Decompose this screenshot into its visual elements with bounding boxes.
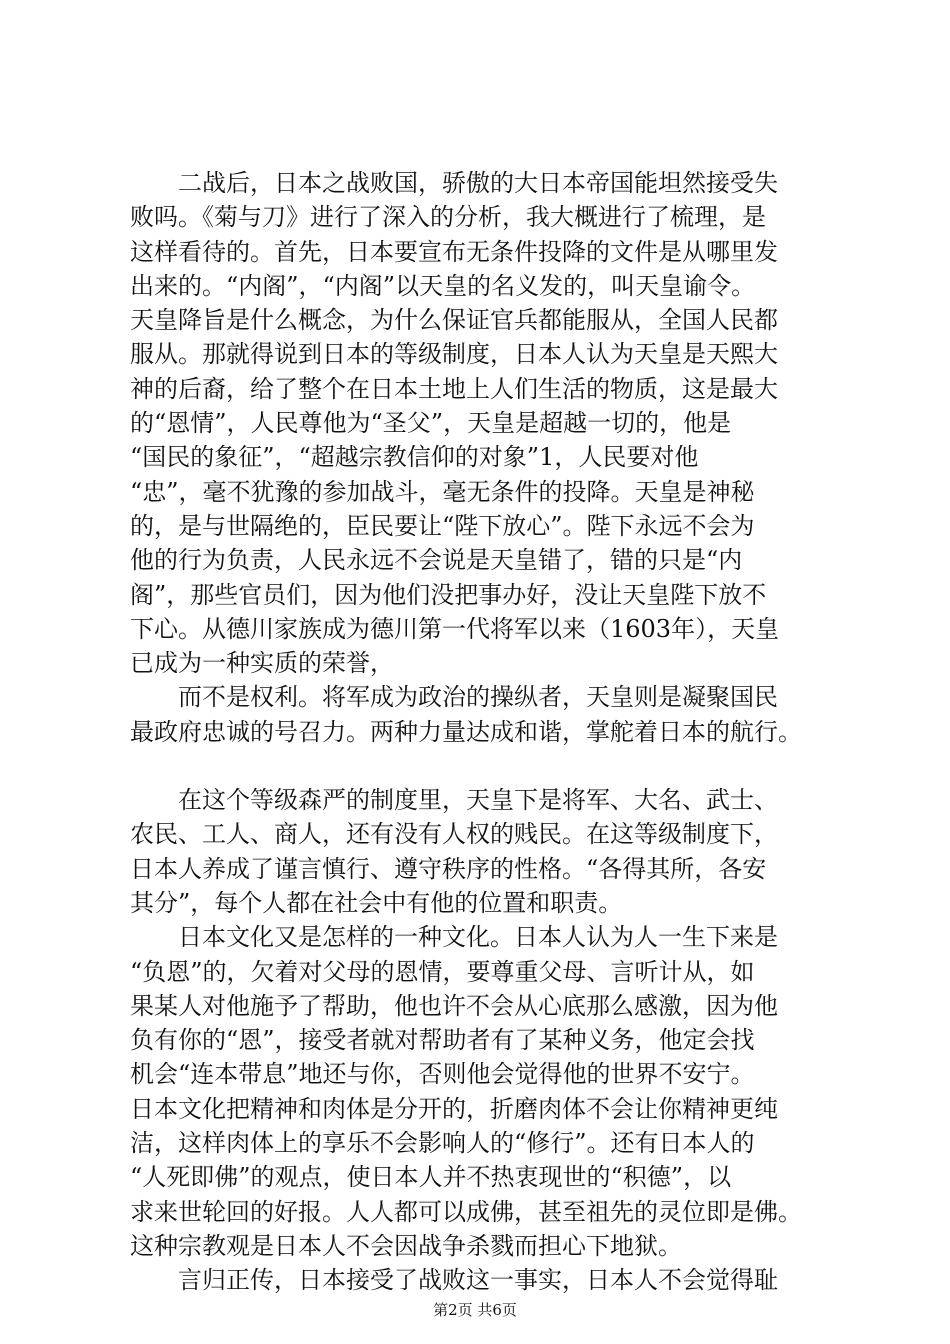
- text-line: 求来世轮回的好报。人人都可以成佛，甚至祖先的灵位即是佛。: [130, 1197, 802, 1226]
- text-line: 其分”，每个人都在社会中有他的位置和职责。: [130, 888, 623, 917]
- text-line: 机会“连本带息”地还与你，否则他会觉得他的世界不安宁。: [130, 1060, 755, 1089]
- text-line: 这样看待的。首先，日本要宣布无条件投降的文件是从哪里发: [130, 237, 778, 266]
- text-line: 言归正传，日本接受了战败这一事实，日本人不会觉得耻: [130, 1266, 778, 1295]
- text-line: 天皇降旨是什么概念，为什么保证官兵都能服从，全国人民都: [130, 306, 778, 335]
- text-line: 阁”，那些官员们，因为他们没把事办好，没让天皇陛下放不: [130, 580, 767, 609]
- text-line: 日本文化把精神和肉体是分开的，折磨肉体不会让你精神更纯: [130, 1094, 778, 1123]
- text-line: 已成为一种实质的荣誉，: [130, 649, 394, 678]
- text-line: 果某人对他施予了帮助，他也许不会从心底那么感激，因为他: [130, 991, 778, 1020]
- text-line: 在这个等级森严的制度里，天皇下是将军、大名、武士、: [130, 786, 778, 815]
- text-line: 这种宗教观是日本人不会因战争杀戮而担心下地狱。: [130, 1231, 682, 1260]
- text-line: 二战后，日本之战败国，骄傲的大日本帝国能坦然接受失: [130, 169, 778, 197]
- paragraph-group-2: [130, 783, 850, 1297]
- paragraph-group-1: [130, 166, 850, 749]
- text-line: 洁，这样肉体上的享乐不会影响人的“修行”。还有日本人的: [130, 1129, 755, 1158]
- text-line: 败吗。《菊与刀》进行了深入的分析，我大概进行了梳理，是: [130, 203, 766, 232]
- text-line: 而不是权利。将军成为政治的操纵者，天皇则是凝聚国民: [130, 683, 778, 712]
- text-line: 最政府忠诚的号召力。两种力量达成和谐，掌舵着日本的航行。: [130, 717, 802, 746]
- text-line: 的“恩情”，人民尊他为“圣父”，天皇是超越一切的，他是: [130, 409, 732, 438]
- page-number-label: 第2页 共6页: [433, 1301, 517, 1319]
- text-line: 的，是与世隔绝的，臣民要让“陛下放心”。陛下永远不会为: [130, 511, 755, 540]
- text-line: 农民、工人、商人，还有没有人权的贱民。在这等级制度下，: [130, 820, 778, 849]
- page-footer: [0, 1300, 950, 1320]
- text-line: 下心。从德川家族成为德川第一代将军以来（1603年），天皇: [130, 614, 780, 643]
- paragraph-gap: [130, 749, 850, 783]
- text-line: 服从。那就得说到日本的等级制度，日本人认为天皇是天熙大: [130, 340, 778, 369]
- text-line: 日本人养成了谨言慎行、遵守秩序的性格。“各得其所，各安: [130, 854, 767, 883]
- text-line: 负有你的“恩”，接受者就对帮助者有了某种义务，他定会找: [130, 1026, 755, 1055]
- text-line: “忠”，毫不犹豫的参加战斗，毫无条件的投降。天皇是神秘: [130, 477, 755, 506]
- text-line: 日本文化又是怎样的一种文化。日本人认为人一生下来是: [130, 923, 778, 952]
- text-line: 他的行为负责，人民永远不会说是天皇错了，错的只是“内: [130, 546, 743, 575]
- text-line: 出来的。“内阁”，“内阁”以天皇的名义发的，叫天皇谕令。: [130, 271, 756, 300]
- body-text: [130, 166, 850, 1298]
- text-line: 神的后裔，给了整个在日本土地上人们生活的物质，这是最大: [130, 374, 778, 403]
- text-line: “负恩”的，欠着对父母的恩情，要尊重父母、言听计从，如: [130, 957, 755, 986]
- text-line: “国民的象征”，“超越宗教信仰的对象”1，人民要对他: [130, 443, 699, 472]
- text-line: “人死即佛”的观点，使日本人并不热衷现世的“积德”，以: [130, 1163, 732, 1192]
